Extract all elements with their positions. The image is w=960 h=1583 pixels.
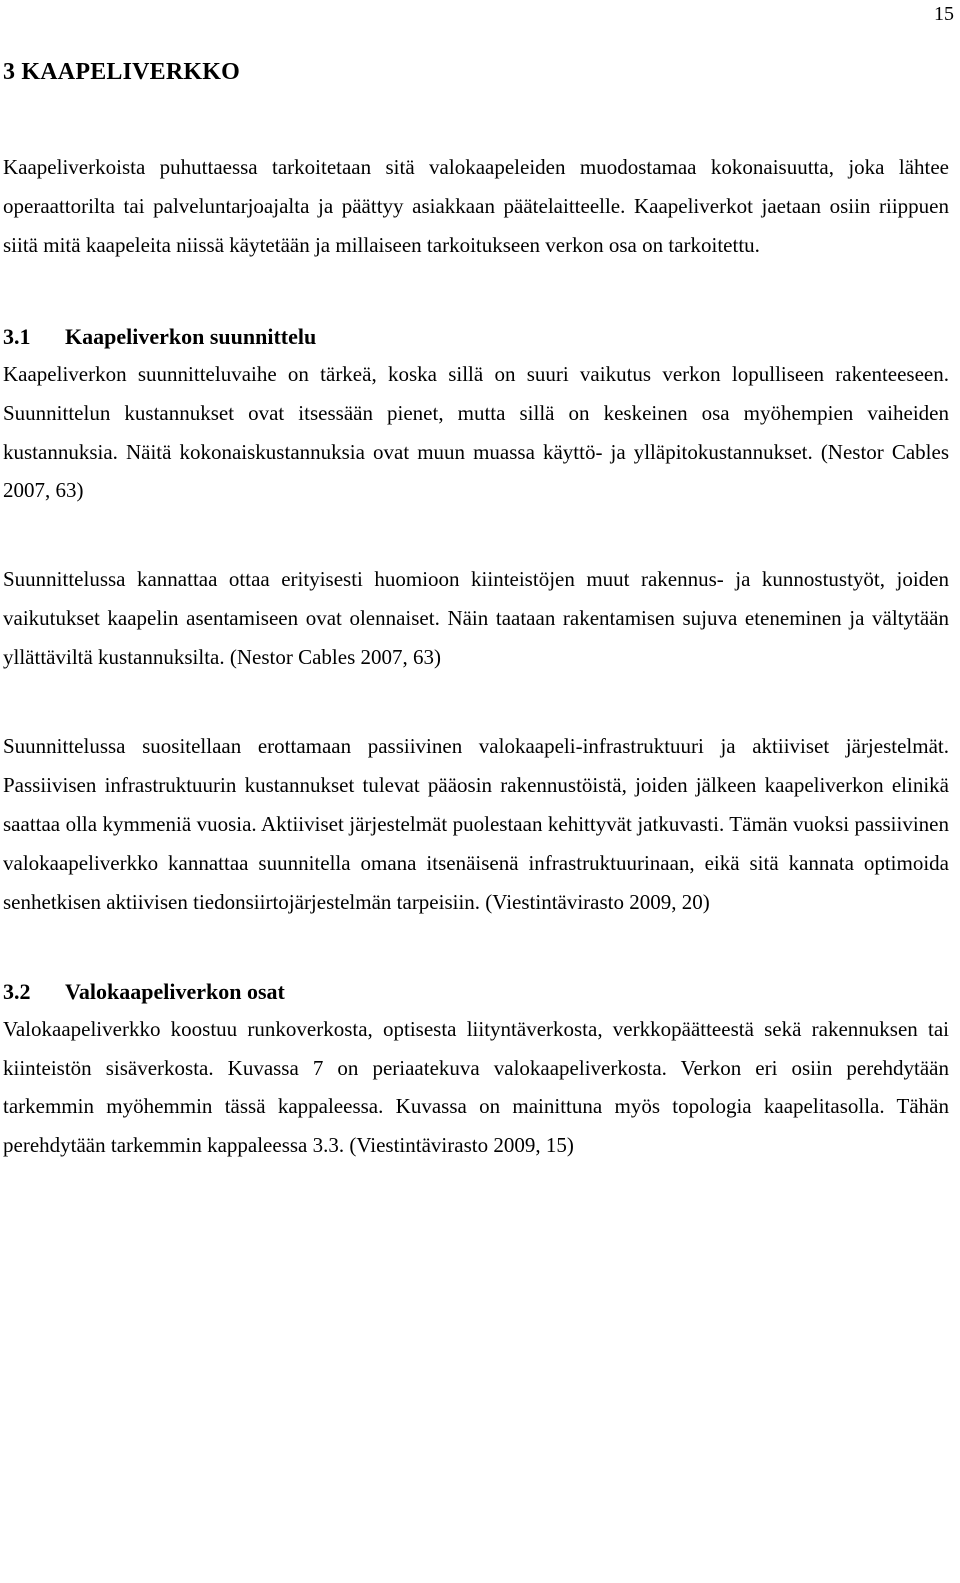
chapter-heading: 3 KAAPELIVERKKO [3, 59, 241, 85]
section-number: 3.1 [3, 323, 31, 349]
section-number: 3.2 [3, 978, 31, 1004]
paragraph-planning-phase: Kaapeliverkon suunnitteluvaihe on tärkeä, koska sillä on suuri vaikutus verkon lopulliseen rakenteeseen. Suunnittelun kustannukset ovat itsessään pienet, mutta sillä on keskeinen osa myöhempien vaiheiden kustannuksia. Näitä kokonaiskustannuksia ovat muun muassa käyttö- ja ylläpitokustannukset. (Nestor Cables 2007, 63) [3, 361, 949, 503]
paragraph-intro: Kaapeliverkoista puhuttaessa tarkoitetaan sitä valokaapeleiden muodostamaa kokonaisuutta, joka lähtee operaattorilta tai palveluntarjoajalta ja päättyy asiakkaan päätelaitteelle. Kaapeliverkot jaetaan osiin riippuen siitä mitä kaapeleita niissä käytetään ja millaiseen tarkoitukseen verkon osa on tarkoitettu. [3, 155, 949, 257]
paragraph-planning-considerations: Suunnittelussa kannattaa ottaa erityisesti huomioon kiinteistöjen muut rakennus- ja kunnostustyöt, joiden vaikutukset kaapelin asentamiseen ovat olennaiset. Näin taataan rakentamisen sujuva eteneminen ja vältytään yllättäviltä kustannuksilta. (Nestor Cables 2007, 63) [3, 567, 949, 670]
section-heading-3-2 [3, 974, 949, 1010]
section-title: Kaapeliverkon suunnittelu [65, 323, 317, 349]
paragraph-passive-active: Suunnittelussa suositellaan erottamaan passiivinen valokaapeli-infrastruktuuri ja aktiiviset järjestelmät. Passiivisen infrastruktuurin kustannukset tulevat pääosin rakennustöistä, joiden jälkeen kaapeliverkon elinikä saattaa olla kymmeniä vuosia. Aktiiviset järjestelmät puolestaan kehittyvät jatkuvasti. Tämän vuoksi passiivinen valokaapeliverkko kannattaa suunnitella omana itsenäisenä infrastruktuurinaan, eikä sitä kannata optimoida senhetkisen aktiivisen tiedonsiirtojärjestelmän tarpeisiin. (Viestintävirasto 2009, 20) [3, 734, 949, 914]
paragraph-network-parts: Valokaapeliverkko koostuu runkoverkosta, optisesta liityntäverkosta, verkkopäätteestä sekä rakennuksen tai kiinteistön sisäverkosta. Kuvassa 7 on periaatekuva valokaapeliverkosta. Verkon eri osiin perehdytään tarkemmin myöhemmin tässä kappaleessa. Kuvassa on mainittuna myös topologia kaapelitasolla. Tähän perehdytään tarkemmin kappaleessa 3.3. (Viestintävirasto 2009, 15) [3, 1016, 949, 1158]
page-number: 15 [934, 3, 954, 25]
section-title: Valokaapeliverkon osat [65, 978, 285, 1004]
document-body [3, 54, 949, 1165]
section-heading-3-1 [3, 319, 949, 355]
